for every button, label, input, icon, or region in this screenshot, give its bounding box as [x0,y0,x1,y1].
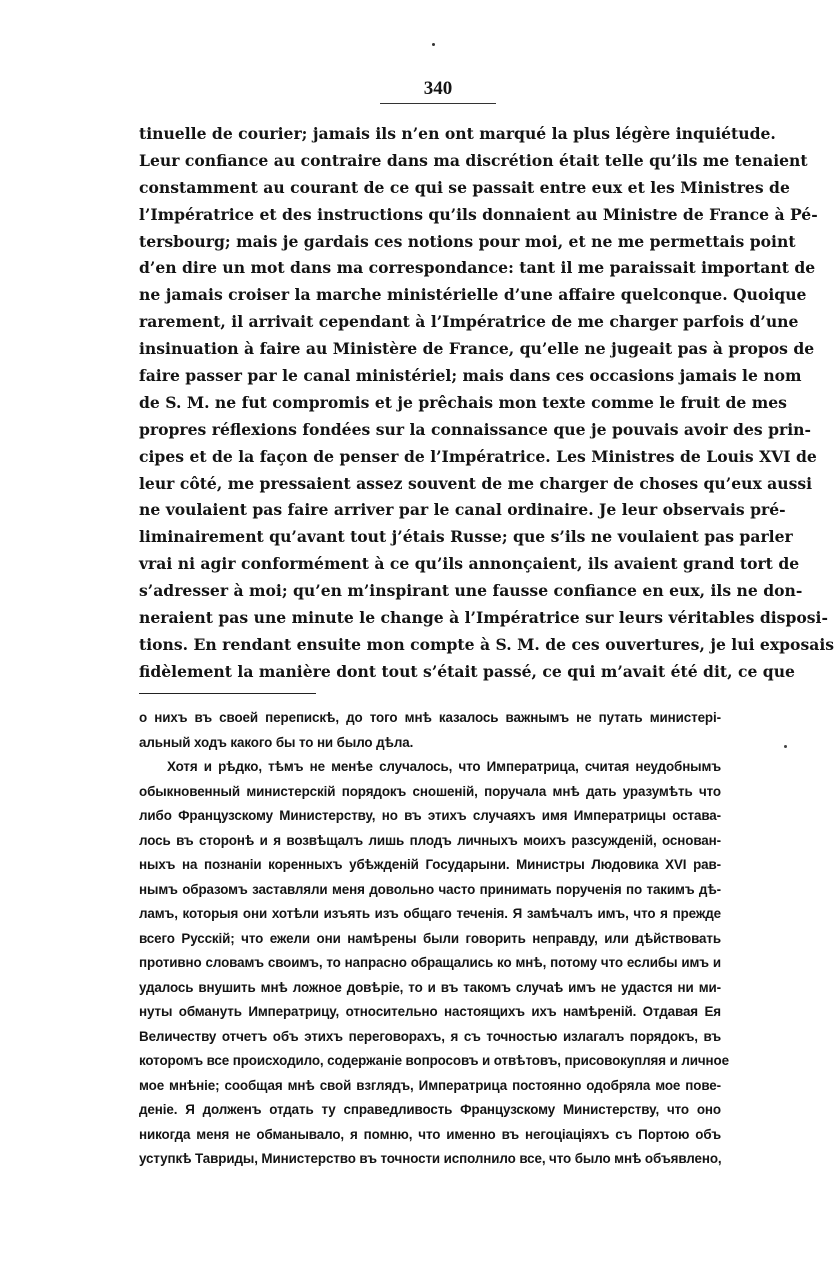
footnote-line: которомъ все происходило, содержанiе вопросовъ и отвѣтовъ, присовокупляя и личное [139,1053,729,1068]
footnote-line: ламъ, которыя они хотѣли изъять изъ общаго теченiя. Я замѣчалъ имъ, что я прежде [139,906,721,921]
stray-mark [432,43,435,46]
footnote-line: Хотя и рѣдко, тѣмъ не менѣе случалось, что Императрица, считая неудобнымъ [167,759,721,774]
main-text-french [139,121,834,686]
text-line: faire passer par le canal ministériel; mais dans ces occasions jamais le nom [139,366,802,386]
footnote-line: нымъ образомъ заставляли меня довольно часто принимать порученiя по такимъ дѣ- [139,881,721,897]
footnote-line: обыкновенный министерскiй порядокъ сношенiй, поручала мнѣ дать уразумѣть что [139,783,721,799]
footnote-line: лось въ сторонѣ и я возвѣщалъ лишь плодъ личныхъ моихъ разсужденiй, основан- [139,832,721,848]
text-line: neraient pas une minute le change à l’Impératrice sur leurs véritables disposi- [139,608,828,628]
footnote-line: Величеству отчетъ объ этихъ переговорахъ, я съ точностью излагалъ порядокъ, въ [139,1028,721,1044]
margin-mark [784,745,787,748]
text-line: vrai ni agir conformément à ce qu’ils annonçaient, ils avaient grand tort de [139,554,800,574]
footnote-russian [139,706,729,1172]
footnote-line: либо Французскому Министерству, но въ этихъ случаяхъ имя Императрицы остава- [139,808,721,823]
footnote-line: никогда меня не обманывало, я помню, что именно въ негоцiацiяхъ съ Портою объ [139,1126,721,1142]
footnote-separator [139,693,316,694]
footnote-line: противно словамъ своимъ, то напрасно обращались ко мнѣ, потому что еслибы имъ и [139,955,721,970]
text-line: cipes et de la façon de penser de l’Impératrice. Les Ministres de Louis XVI de [139,446,817,466]
text-line: ne voulaient pas faire arriver par le canal ordinaire. Je leur observais pré- [139,500,786,520]
footnote-line: денiе. Я долженъ отдать ту справедливость Французскому Министерству, что оно [139,1102,721,1117]
footnote-line: всего Русскiй; что ежели они намѣрены были говорить неправду, или дѣйствовать [139,930,721,946]
text-line: tersbourg; mais je gardais ces notions pour moi, et ne me permettais point [139,231,796,251]
page-number-rule [380,103,496,104]
text-line: de S. M. ne fut compromis et je prêchais mon texte comme le fruit de mes [139,392,787,412]
text-line: d’en dire un mot dans ma correspondance: tant il me paraissait important de [139,258,816,278]
text-line: ne jamais croiser la marche ministérielle d’une affaire quelconque. Quoique [139,285,807,305]
text-line: constamment au courant de ce qui se passait entre eux et les Ministres de [139,177,790,197]
text-line: l’Impératrice et des instructions qu’ils donnaient au Ministre de France à Pé- [139,204,818,224]
footnote-line: мое мнѣнiе; сообщая мнѣ свой взглядъ, Императрица постоянно одобряла мое пове- [139,1077,721,1093]
footnote-line: о нихъ въ своей перепискѣ, до того мнѣ казалось важнымъ не путать министерi- [139,710,721,725]
text-line: Leur confiance au contraire dans ma discrétion était telle qu’ils me tenaient [139,150,808,170]
text-line: insinuation à faire au Ministère de France, qu’elle ne jugeait pas à propos de [139,339,815,359]
text-line: leur côté, me pressaient assez souvent de me charger de choses qu’eux aussi [139,473,813,493]
footnote-line: нуты обмануть Императрицу, относительно настоящихъ ихъ намѣренiй. Отдавая Ея [139,1004,721,1019]
text-line: tions. En rendant ensuite mon compte à S. M. de ces ouvertures, je lui exposais [139,634,834,654]
footnote-line: удалось внушить мнѣ ложное довѣрiе, то и въ такомъ случаѣ имъ не удастся ни ми- [139,979,721,995]
text-line: fidèlement la manière dont tout s’était passé, ce qui m’avait été dit, ce que [139,661,795,681]
footnote-line: альный ходъ какого бы то ни было дѣла. [139,734,414,750]
text-line: rarement, il arrivait cependant à l’Impératrice de me charger parfois d’une [139,312,799,332]
text-line: propres réflexions fondées sur la connaissance que je pouvais avoir des prin- [139,419,811,439]
footnote-line: ныхъ на познанiи коренныхъ убѣжденiй Государыни. Министры Людовика XVI рав- [139,857,721,872]
text-line: liminairement qu’avant tout j’étais Russe; que s’ils ne voulaient pas parler [139,527,793,547]
text-line: s’adresser à moi; qu’en m’inspirant une fausse confiance en eux, ils ne don- [139,581,803,601]
footnote-line: уступкѣ Тавриды, Министерство въ точности исполнило все, что было мнѣ объявлено, [139,1151,722,1166]
text-line: tinuelle de courier; jamais ils n’en ont marqué la plus légère inquiétude. [139,124,776,143]
page-number: 340 [423,78,453,99]
